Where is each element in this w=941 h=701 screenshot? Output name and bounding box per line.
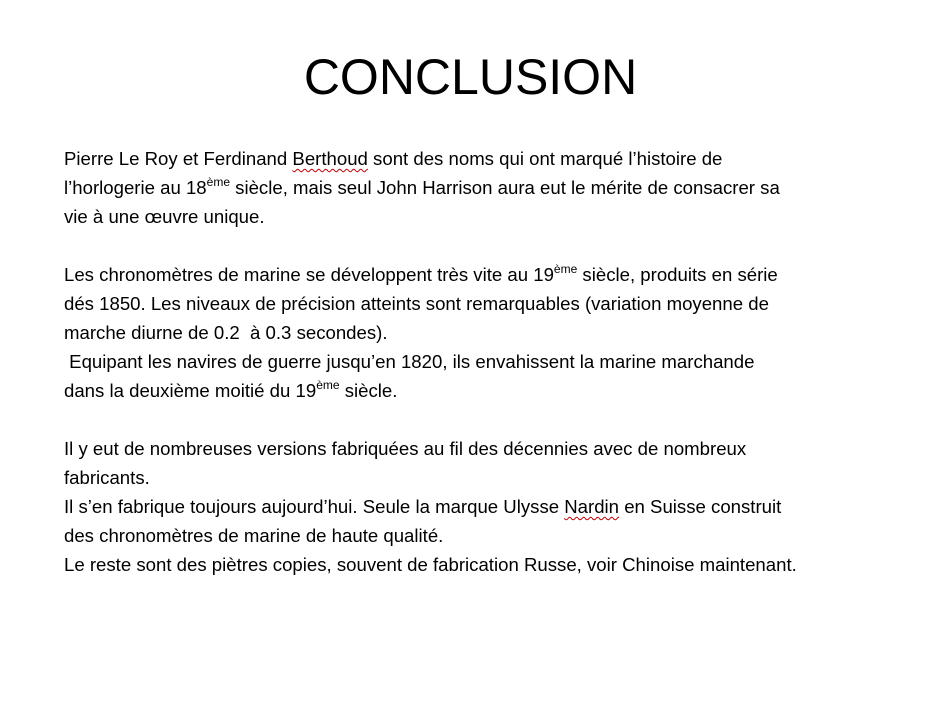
spellcheck-word: Berthoud [292, 148, 368, 169]
spellcheck-word: Nardin [564, 496, 620, 517]
paragraph-2-line-5 [64, 376, 934, 405]
paragraph-gap [64, 405, 934, 434]
paragraph-2-line-2: dés 1850. Les niveaux de précision atteints sont remarquables (variation moyenne de [64, 293, 769, 314]
text-run: l’horlogerie au 18 [64, 177, 207, 198]
superscript: ème [316, 378, 340, 392]
paragraph-1-line-1 [64, 144, 934, 173]
text-run: siècle, mais seul John Harrison aura eut le mérite de consacrer sa [230, 177, 780, 198]
paragraph-3-line-3 [64, 492, 934, 521]
text-run: siècle, produits en série [577, 264, 778, 285]
slide-title: CONCLUSION [303, 49, 638, 105]
paragraph-1-line-3: vie à une œuvre unique. [64, 206, 265, 227]
paragraph-2-line-4: Equipant les navires de guerre jusqu’en 1820, ils envahissent la marine marchande [64, 351, 755, 372]
paragraph-3-line-5: Le reste sont des piètres copies, souvent de fabrication Russe, voir Chinoise maintenant. [64, 554, 797, 575]
text-run: Pierre Le Roy et Ferdinand [64, 148, 293, 169]
text-run: sont des noms qui ont marqué l’histoire de [367, 148, 723, 169]
slide-body [64, 144, 934, 579]
text-run: Il s’en fabrique toujours aujourd’hui. Seule la marque Ulysse [64, 496, 565, 517]
paragraph-3-line-1: Il y eut de nombreuses versions fabriquées au fil des décennies avec de nombreux [64, 438, 747, 459]
paragraph-3-line-4: des chronomètres de marine de haute qualité. [64, 525, 444, 546]
text-run: dans la deuxième moitié du 19 [64, 380, 317, 401]
superscript: ème [206, 175, 230, 189]
superscript: ème [553, 262, 578, 276]
paragraph-gap [64, 231, 934, 260]
text-run: siècle. [339, 380, 398, 401]
paragraph-1-line-2 [64, 173, 934, 202]
text-run: Les chronomètres de marine se développent très vite au 19 [64, 264, 554, 285]
paragraph-2-line-3: marche diurne de 0.2 à 0.3 secondes). [64, 322, 388, 343]
paragraph-3-line-2: fabricants. [64, 467, 150, 488]
text-run: en Suisse construit [619, 496, 782, 517]
paragraph-2-line-1 [64, 260, 934, 289]
